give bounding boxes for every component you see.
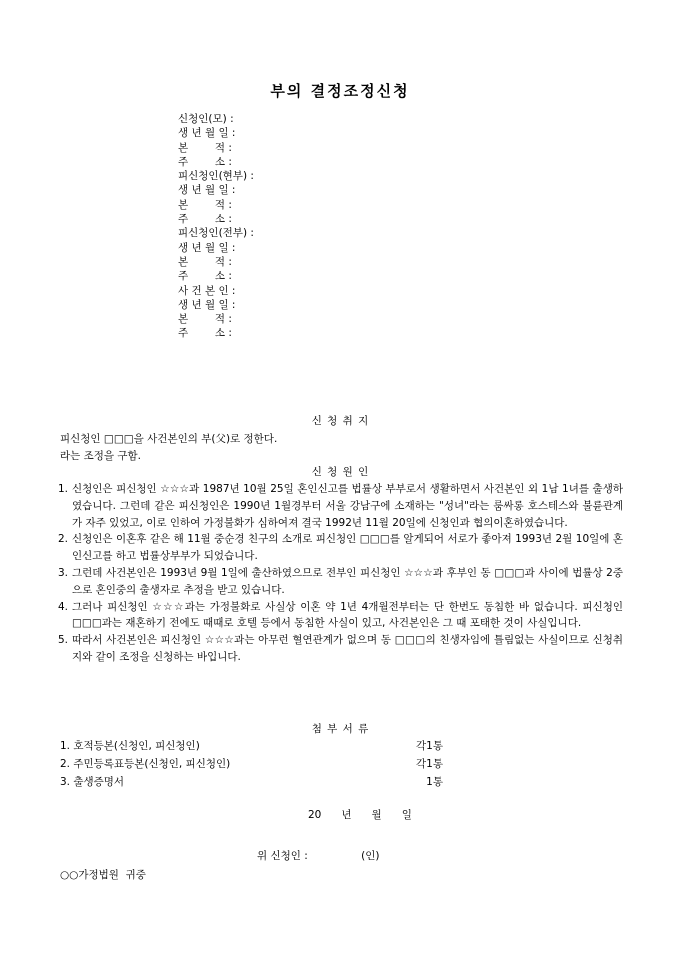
purpose-line: 피신청인 □□□을 사건본인의 부(父)로 정한다. bbox=[60, 433, 278, 445]
reason-text: 신청인은 이혼후 같은 해 11월 중순경 친구의 소개로 피신청인 □□□를 알게되어 서로가 좋아져 1993년 2월 10일에 혼인신고를 하고 법률상부부가 되었습니다. bbox=[72, 533, 623, 563]
reason-text: 신청인은 피신청인 ☆☆☆과 1987년 10월 25일 혼인신고를 법률상 부부로서 생활하면서 사건본인 외 1남 1녀를 출생하였습니다. 그런데 같은 피신청인은 1990년 1월경부터 서울 강남구에 소재하는 "성녀"라는 룸싸롱 호스테스와 불륜관계가 자주 있었고, 이로 인하여 가정불화가 심하여져 결국 1992년 11월 20일에 신청인과 협의이혼하였습니다. bbox=[72, 483, 623, 529]
party-label-respondent-current: 피신청인(현부) : bbox=[178, 170, 254, 183]
attachment-count: 각1통 bbox=[416, 740, 443, 752]
party-label-birthdate: 생 년 월 일 : bbox=[178, 127, 236, 140]
party-label-registry: 본 적 : bbox=[178, 255, 232, 268]
reason-number: 3. bbox=[58, 566, 69, 579]
party-info-block bbox=[178, 112, 478, 341]
party-label-registry: 본 적 : bbox=[178, 141, 232, 154]
party-label-respondent-former: 피신청인(전부) : bbox=[178, 227, 254, 240]
reason-number: 2. bbox=[58, 533, 69, 546]
party-label-address: 주 소 : bbox=[178, 327, 232, 340]
reason-number: 4. bbox=[58, 600, 69, 613]
attachment-count: 1통 bbox=[426, 776, 443, 788]
party-label-registry: 본 적 : bbox=[178, 198, 232, 211]
attachment-count: 각1통 bbox=[416, 758, 443, 770]
reasons-heading: 신 청 원 인 bbox=[311, 466, 369, 478]
party-label-address: 주 소 : bbox=[178, 270, 232, 283]
reason-text: 그러나 피신청인 ☆☆☆과는 가정불화로 사실상 이혼 약 1년 4개월전부터는 단 한번도 동침한 바 없습니다. 피신청인 □□□과는 재혼하기 전에도 때때로 호텔 등에서 동침한 사실이 있고, 사건본인은 그 때 포태한 것이 사실입니다. bbox=[72, 600, 623, 630]
party-label-registry: 본 적 : bbox=[178, 313, 232, 326]
reason-item bbox=[58, 599, 623, 633]
attachment-label: 1. 호적등본(신청인, 피신청인) bbox=[60, 740, 200, 752]
reasons-list bbox=[58, 481, 623, 666]
document-title: 부의 결정조정신청 bbox=[270, 82, 410, 100]
party-label-address: 주 소 : bbox=[178, 213, 232, 226]
reason-number: 5. bbox=[58, 634, 69, 647]
attachment-label: 2. 주민등록표등본(신청인, 피신청인) bbox=[60, 758, 231, 770]
reason-number: 1. bbox=[58, 483, 69, 495]
signature-line: 위 신청인 : (인) bbox=[257, 850, 380, 862]
attachments-heading: 첨 부 서 류 bbox=[311, 723, 369, 735]
party-label-birthdate: 생 년 월 일 : bbox=[178, 184, 236, 197]
court-addressee: ○○가정법원 귀중 bbox=[60, 869, 146, 881]
party-label-case-person: 사 건 본 인 : bbox=[178, 284, 236, 297]
party-label-birthdate: 생 년 월 일 : bbox=[178, 241, 236, 254]
attachment-label: 3. 출생증명서 bbox=[60, 776, 125, 788]
reason-text: 따라서 사건본인은 피신청인 ☆☆☆과는 아무런 혈연관계가 없으며 동 □□□의 친생자임에 틀림없는 사실이므로 신청취지와 같이 조정을 신청하는 바입니다. bbox=[72, 634, 623, 663]
party-label-applicant: 신청인(모) : bbox=[178, 113, 234, 125]
reason-item bbox=[58, 481, 623, 531]
purpose-line: 라는 조정을 구함. bbox=[60, 450, 142, 462]
party-label-address: 주 소 : bbox=[178, 155, 232, 168]
date-line: 20 년 월 일 bbox=[308, 809, 412, 821]
party-label-birthdate: 생 년 월 일 : bbox=[178, 298, 236, 311]
reason-item bbox=[58, 531, 623, 565]
reason-item bbox=[58, 565, 623, 599]
purpose-heading: 신 청 취 지 bbox=[311, 415, 369, 427]
reason-item bbox=[58, 632, 623, 666]
reason-text: 그런데 사건본인은 1993년 9월 1일에 출산하였으므로 전부인 피신청인 ☆☆☆과 후부인 동 □□□과 사이에 법률상 2중으로 혼인중의 출생자로 추정을 받고 있습니다. bbox=[72, 566, 623, 596]
